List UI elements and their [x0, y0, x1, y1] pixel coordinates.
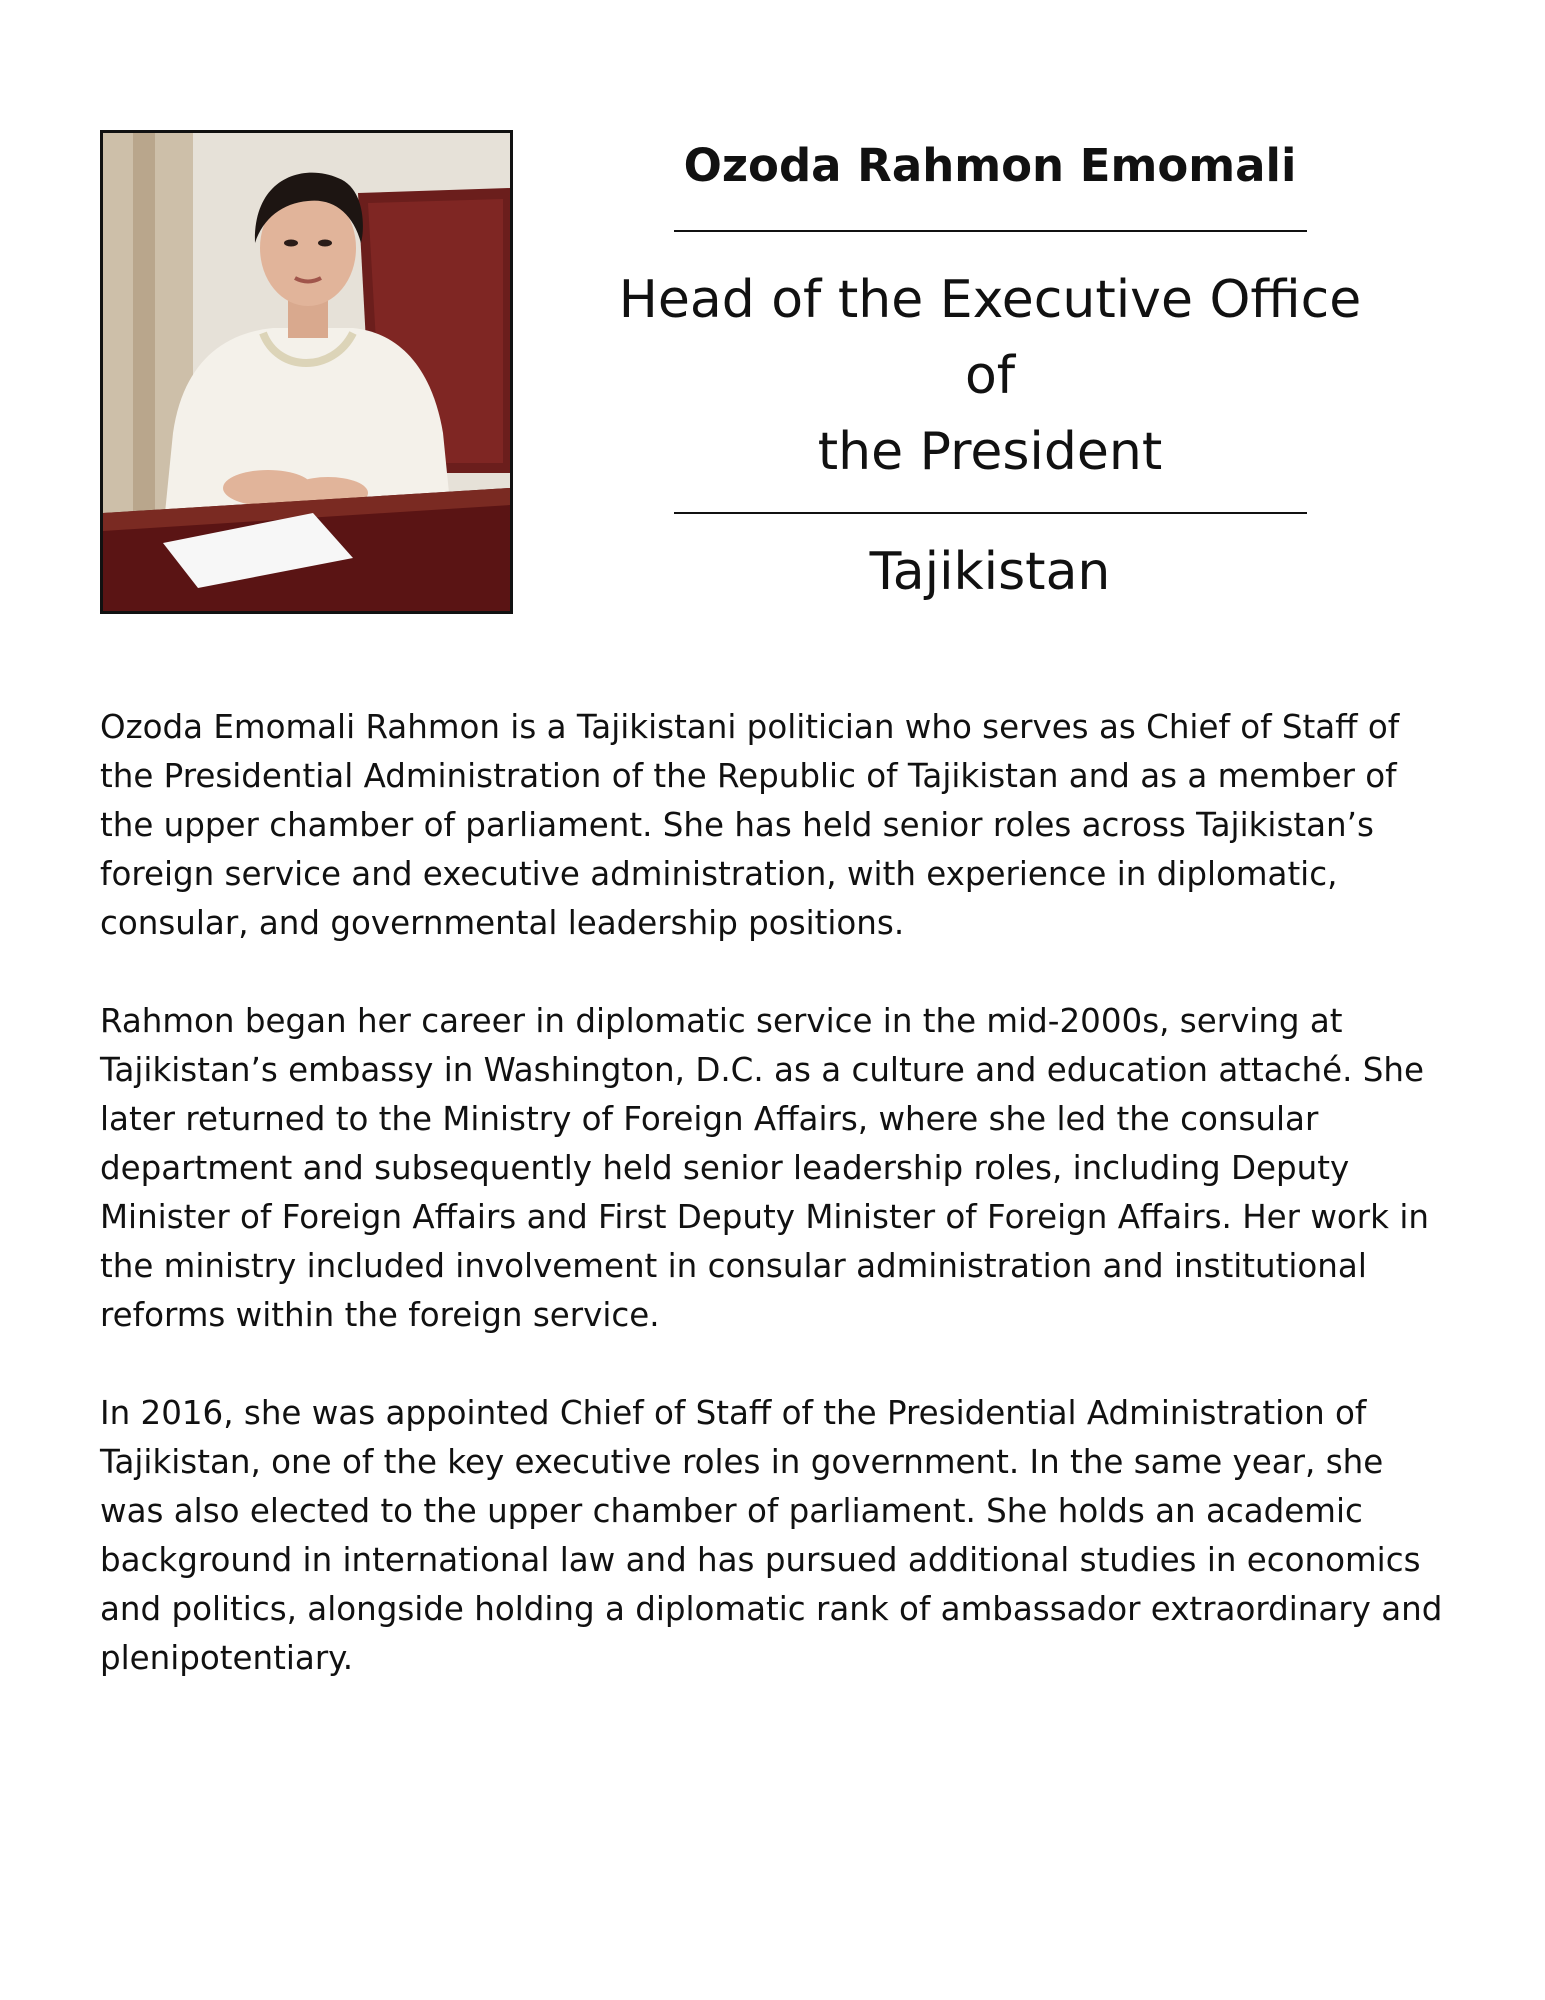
role-title-line-1: Head of the Executive Office of	[618, 270, 1362, 406]
country-name: Tajikistan	[869, 542, 1111, 602]
profile-header	[590, 132, 1390, 610]
bio-paragraph: Ozoda Emomali Rahmon is a Tajikistani politician who serves as Chief of Staff of the Presidential Administration of the Republic of Tajikistan and as a member of the upper chamber of parliament. She has held senior roles across Tajikistan’s foreign service and executive administration, with experience in diplomatic, consular, and governmental leadership positions.	[100, 708, 1400, 942]
bio-paragraph: In 2016, she was appointed Chief of Staff of the Presidential Administration of Tajikistan, one of the key executive roles in government. In the same year, she was also elected to the upper chamber of parliament. She holds an academic background in international law and has pursued additional studies in economics and politics, alongside holding a diplomatic rank of ambassador extraordinary and plenipotentiary.	[100, 1394, 1443, 1677]
biography	[100, 703, 1445, 1732]
divider-line	[674, 512, 1307, 514]
person-name: Ozoda Rahmon Emomali	[683, 139, 1297, 192]
role-title	[590, 262, 1390, 490]
portrait-photo	[100, 130, 513, 614]
person-portrait-icon	[103, 133, 510, 611]
role-title-line-2: the President	[817, 422, 1163, 482]
divider-line	[674, 230, 1307, 232]
bio-paragraph: Rahmon began her career in diplomatic service in the mid-2000s, serving at Tajikistan’s embassy in Washington, D.C. as a culture and education attaché. She later returned to the Ministry of Foreign Affairs, where she led the consular department and subsequently held senior leadership roles, including Deputy Minister of Foreign Affairs and First Deputy Minister of Foreign Affairs. Her work in the ministry included involvement in consular administration and institutional reforms within the foreign service.	[100, 1002, 1429, 1334]
